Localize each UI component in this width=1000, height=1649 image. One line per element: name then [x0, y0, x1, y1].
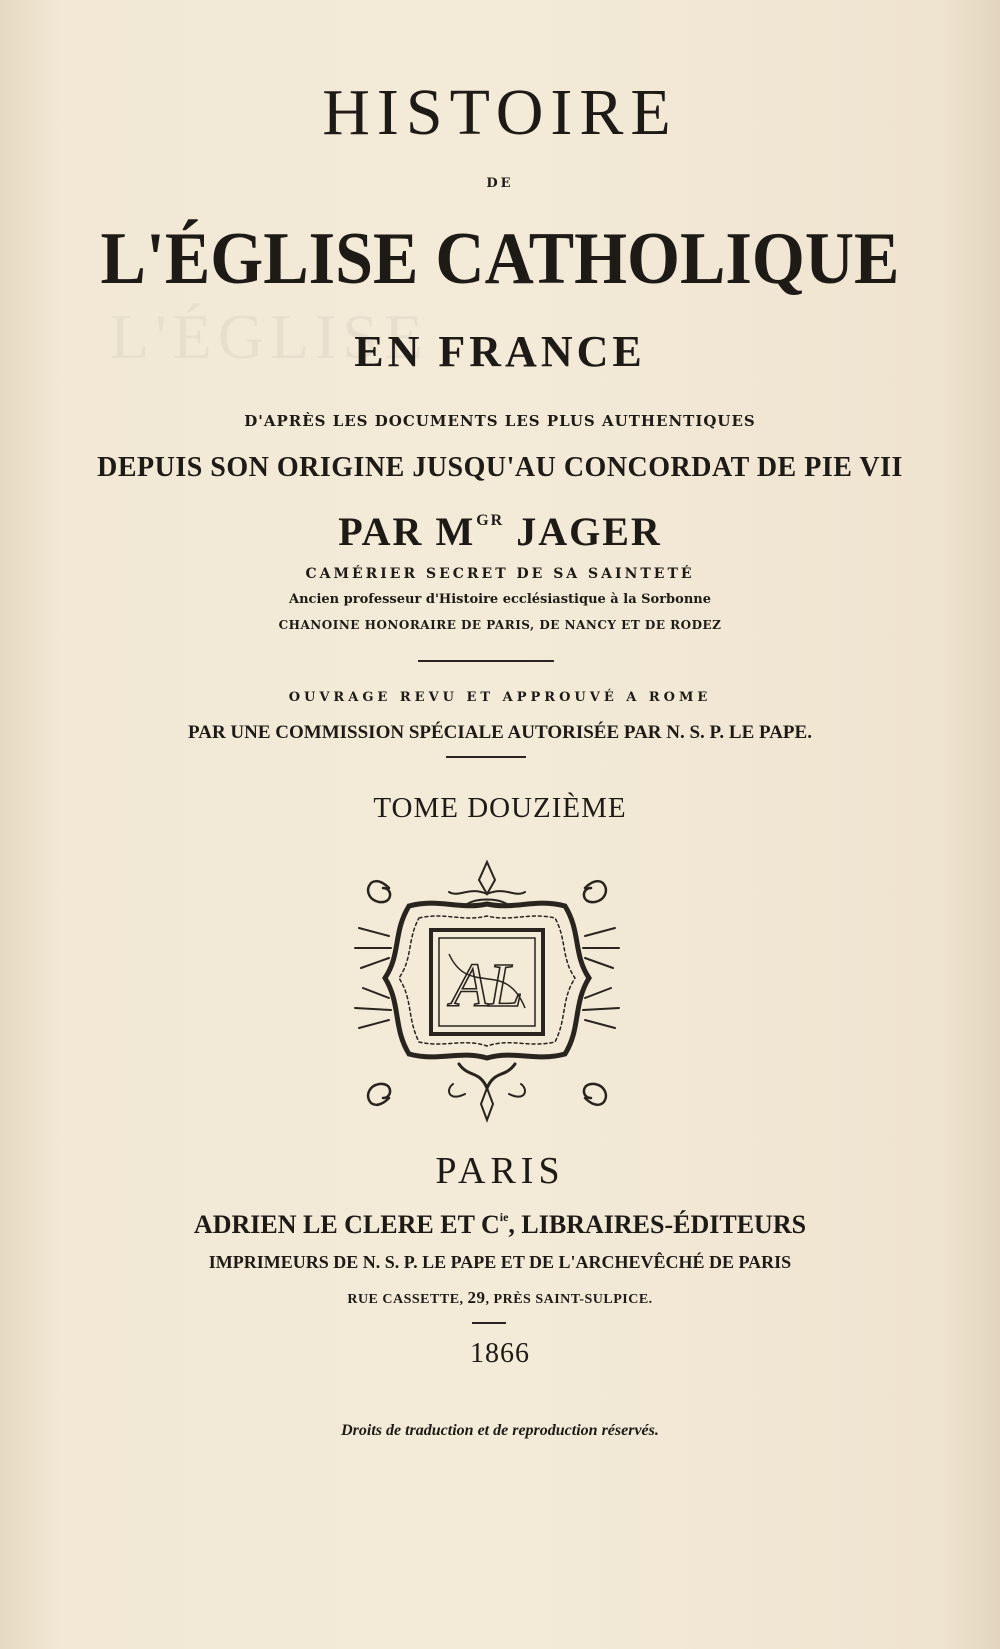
publisher-line	[0, 1210, 1000, 1240]
author-prefix: PAR M	[338, 509, 476, 554]
volume-label: TOME DOUZIÈME	[373, 792, 627, 824]
subtitle-documents: D'APRÈS LES DOCUMENTS LES PLUS AUTHENTIQUES	[244, 412, 756, 430]
monogram-text: AL	[450, 952, 524, 1020]
publisher-suffix: , LIBRAIRES-ÉDITEURS	[508, 1210, 807, 1239]
publisher-sup: ie	[499, 1210, 509, 1224]
publication-year: 1866	[470, 1338, 530, 1369]
title-de: DE	[486, 176, 514, 191]
divider-rule-2	[446, 756, 526, 758]
author-name: JAGER	[516, 509, 662, 554]
approval-line: OUVRAGE REVU ET APPROUVÉ A ROME	[288, 690, 712, 705]
author-line	[0, 509, 1000, 554]
divider-rule-3	[472, 1322, 506, 1324]
commission-line: PAR UNE COMMISSION SPÉCIALE AUTORISÉE PAR N. S. P. LE PAPE.	[188, 722, 812, 743]
address-number: 29	[467, 1288, 486, 1307]
publisher-prefix: ADRIEN LE CLERE ET C	[193, 1210, 500, 1239]
divider-rule	[418, 660, 554, 662]
imprint-city: PARIS	[435, 1150, 565, 1192]
address-line	[0, 1288, 1000, 1308]
printers-line: IMPRIMEURS DE N. S. P. LE PAPE ET DE L'ARCHEVÊCHÉ DE PARIS	[208, 1252, 792, 1272]
author-role-chanoine: CHANOINE HONORAIRE DE PARIS, DE NANCY ET DE RODEZ	[278, 618, 722, 632]
author-title-sup: GR	[476, 512, 505, 529]
publisher-monogram-emblem-icon	[349, 858, 625, 1128]
title-histoire: HISTOIRE	[322, 76, 678, 149]
title-en-france: EN FRANCE	[354, 327, 646, 376]
address-locality: , PRÈS SAINT-SULPICE.	[485, 1292, 653, 1307]
main-title: L'ÉGLISE CATHOLIQUE	[100, 218, 900, 300]
rights-notice: Droits de traduction et de reproduction réservés.	[341, 1422, 659, 1439]
author-role-professor: Ancien professeur d'Histoire ecclésiastique à la Sorbonne	[289, 592, 711, 607]
address-street: RUE CASSETTE,	[347, 1292, 468, 1307]
author-role-camerier: CAMÉRIER SECRET DE SA SAINTETÉ	[305, 566, 695, 582]
subtitle-period: DEPUIS SON ORIGINE JUSQU'AU CONCORDAT DE PIE VII	[97, 452, 903, 483]
